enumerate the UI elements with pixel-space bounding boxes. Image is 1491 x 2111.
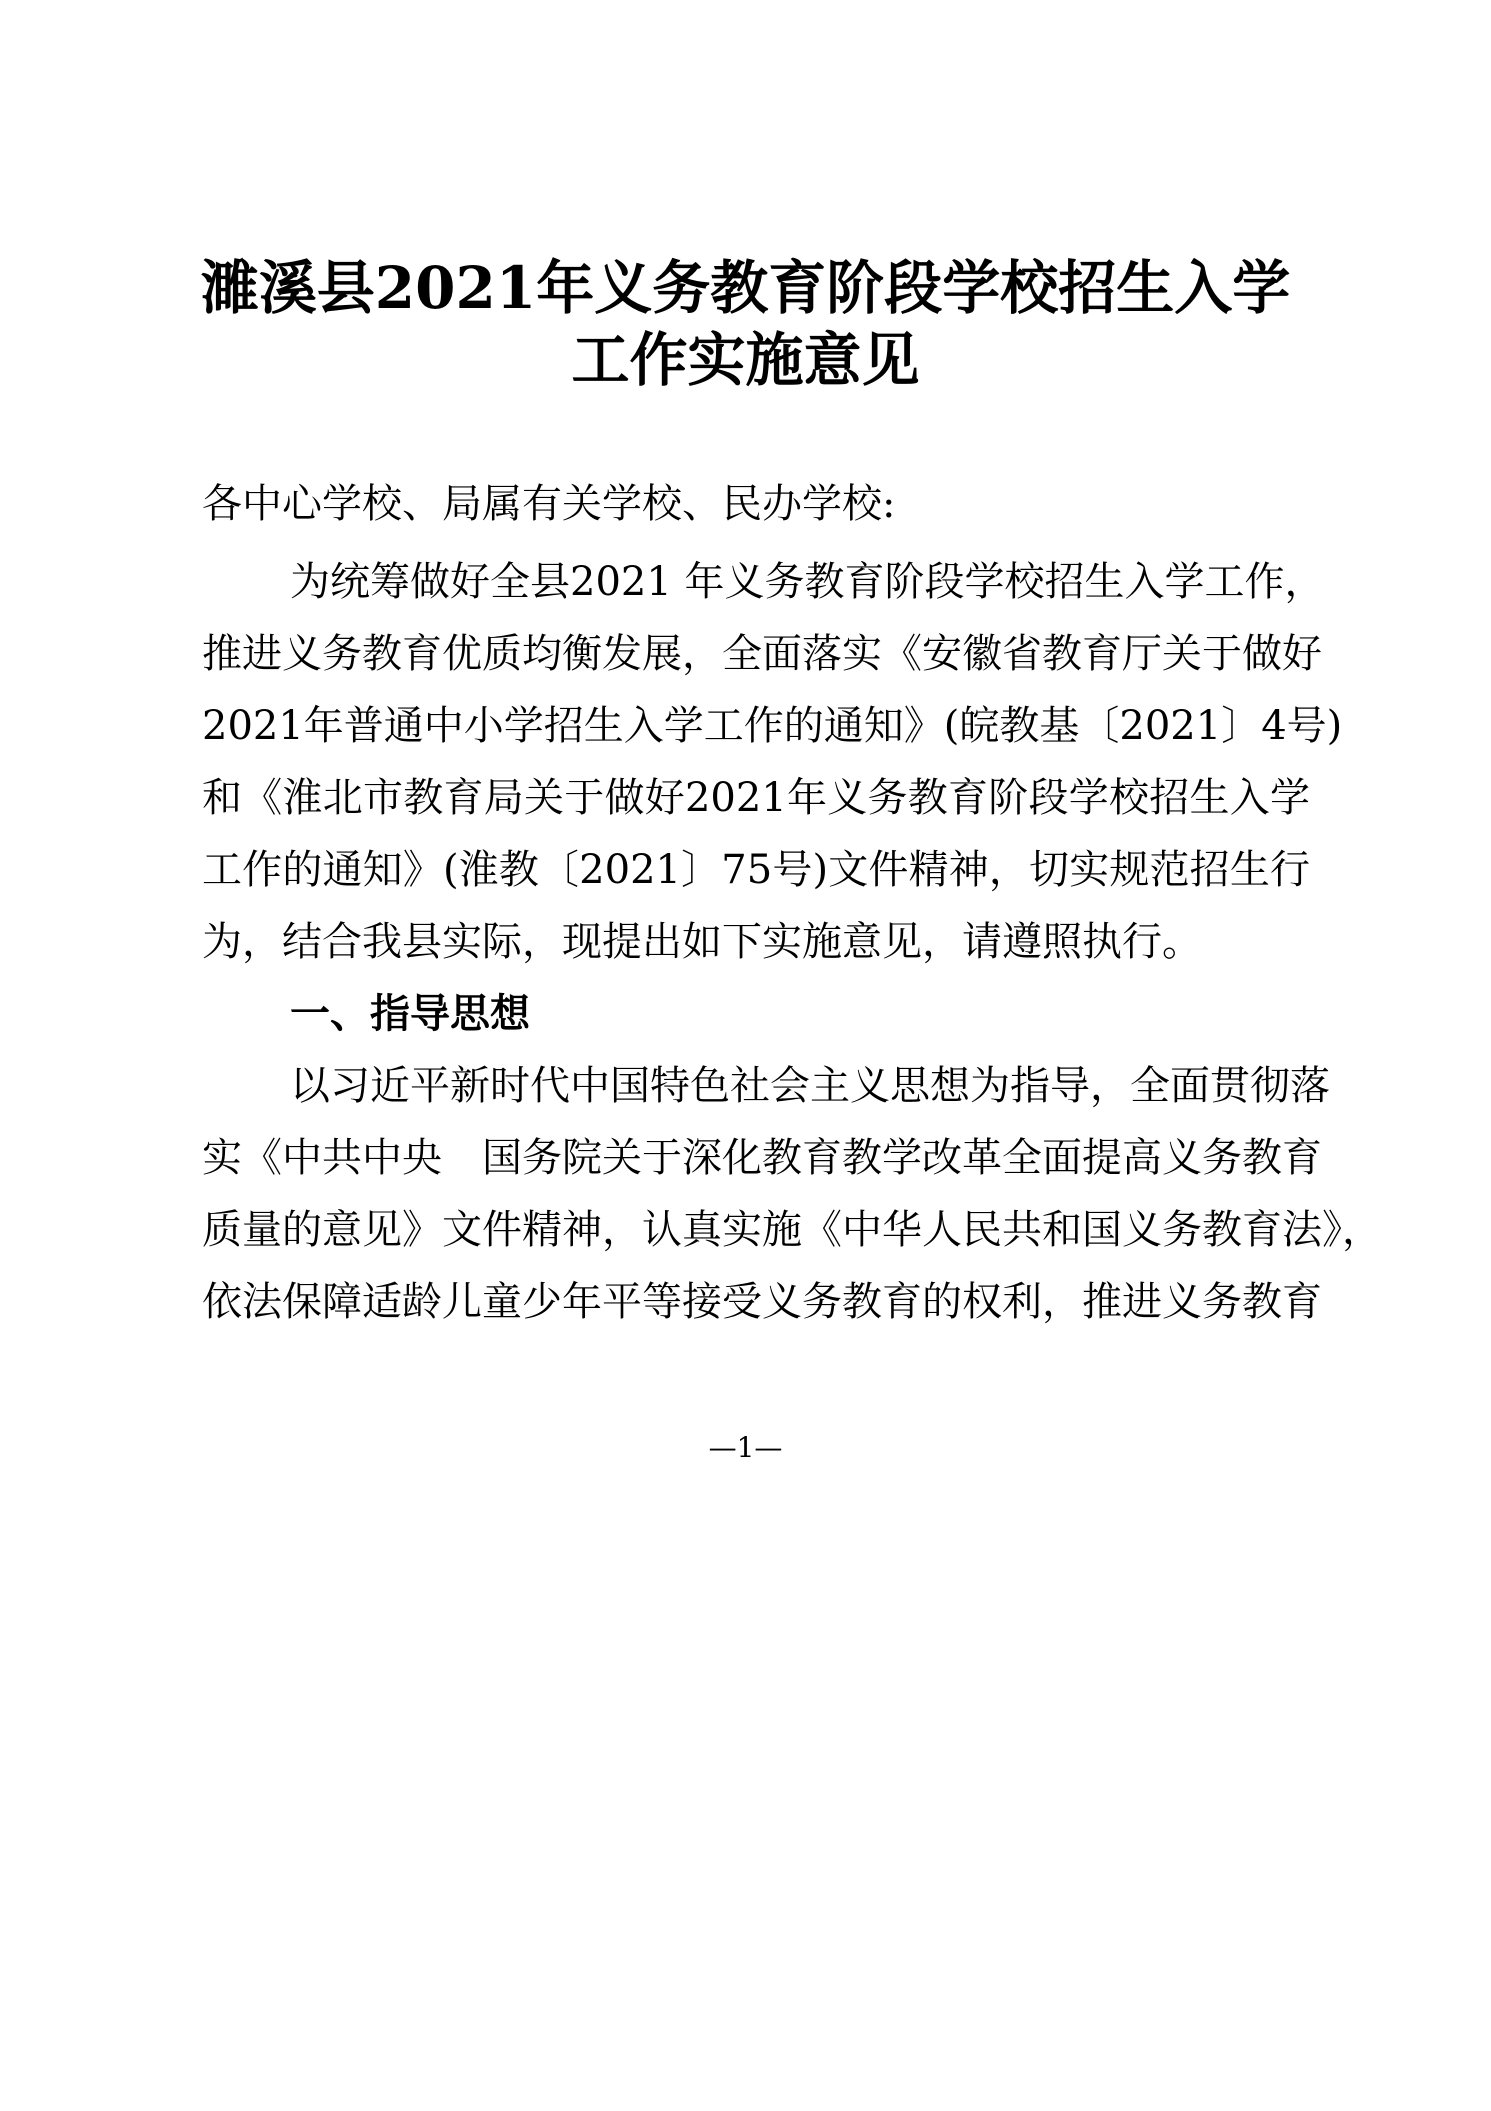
paragraph-2-line-2: 实《中共中央 国务院关于深化教育教学改革全面提高义务教育 — [202, 1135, 1322, 1181]
page-number: —1— — [708, 1431, 783, 1464]
section-1-heading: 一、指导思想 — [290, 991, 530, 1037]
salutation: 各中心学校、局属有关学校、民办学校: — [202, 481, 896, 527]
paragraph-1-line-5: 工作的通知》(淮教〔2021〕75号)文件精神，切实规范招生行 — [202, 847, 1310, 893]
paragraph-1-line-3: 2021年普通中小学招生入学工作的通知》(皖教基〔2021〕4号) — [202, 703, 1343, 749]
paragraph-2-line-4: 依法保障适龄儿童少年平等接受义务教育的权利，推进义务教育 — [202, 1279, 1322, 1325]
paragraph-2-line-1: 以习近平新时代中国特色社会主义思想为指导，全面贯彻落 — [290, 1063, 1330, 1109]
document-title-line-2: 工作实施意见 — [571, 326, 920, 394]
document-title-line-1: 濉溪县2021年义务教育阶段学校招生入学 — [200, 254, 1291, 322]
paragraph-1-line-1: 为统筹做好全县2021 年义务教育阶段学校招生入学工作， — [290, 559, 1325, 605]
paragraph-1-line-2: 推进义务教育优质均衡发展，全面落实《安徽省教育厅关于做好 — [202, 631, 1322, 677]
paragraph-1-line-4: 和《淮北市教育局关于做好2021年义务教育阶段学校招生入学 — [202, 775, 1310, 821]
paragraph-1-line-6: 为，结合我县实际，现提出如下实施意见，请遵照执行。 — [202, 919, 1202, 965]
paragraph-2-line-3: 质量的意见》文件精神，认真实施《中华人民共和国义务教育法》， — [202, 1207, 1382, 1253]
